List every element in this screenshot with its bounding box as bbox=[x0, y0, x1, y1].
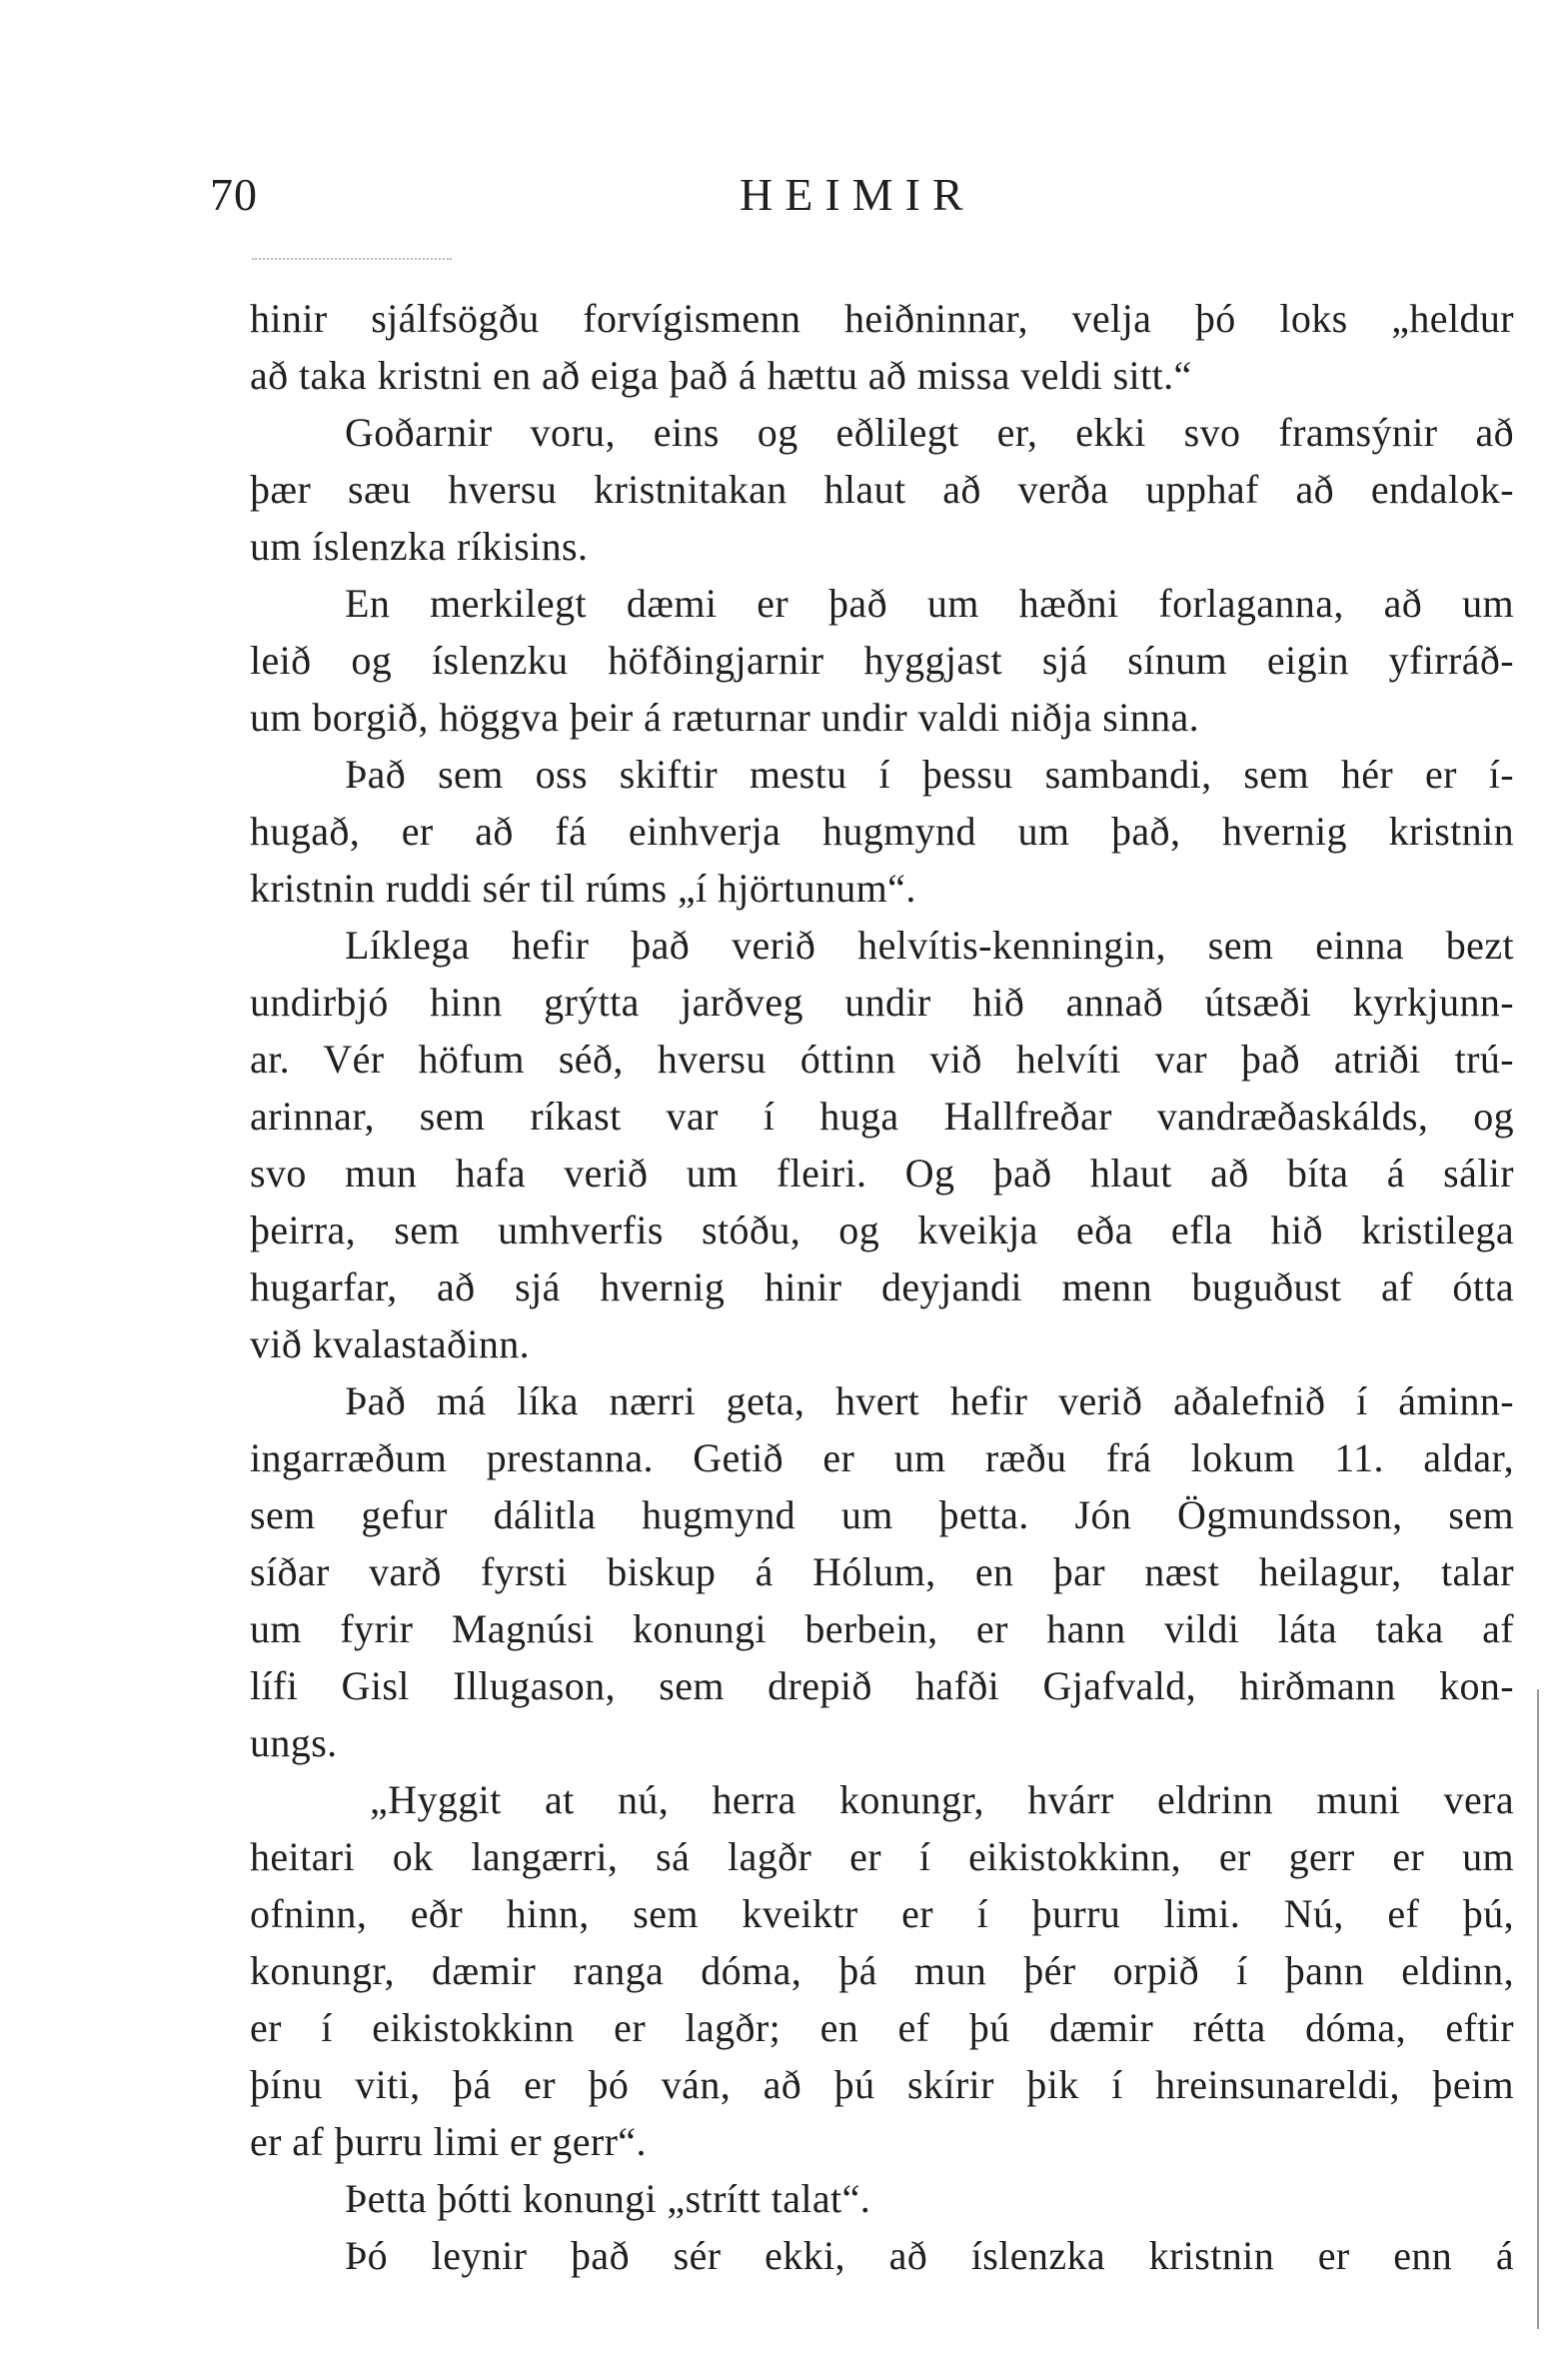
text-line: þínu viti, þá er þó ván, að þú skírir þik í hreinsunareldi, þeim bbox=[250, 2062, 1514, 2107]
text-line: hugað, er að fá einhverja hugmynd um það, hvernig kristnin bbox=[250, 809, 1514, 854]
text-line: um fyrir Magnúsi konungi berbein, er hann vildi láta taka af bbox=[250, 1606, 1514, 1651]
header-rule bbox=[252, 258, 452, 260]
text-line: En merkilegt dæmi er það um hæðni forlaganna, að um bbox=[345, 581, 1514, 626]
text-line: þær sæu hversu kristnitakan hlaut að verða upphaf að endalok- bbox=[250, 467, 1514, 512]
text-line: Líklega hefir það verið helvítis-kenningin, sem einna bezt bbox=[345, 923, 1514, 968]
text-line: heitari ok langærri, sá lagðr er í eikistokkinn, er gerr er um bbox=[250, 1834, 1514, 1879]
text-line: við kvalastaðinn. bbox=[250, 1321, 531, 1366]
paragraph bbox=[250, 746, 1514, 917]
text-line: um íslenzka ríkisins. bbox=[250, 524, 589, 569]
text-line: arinnar, sem ríkast var í huga Hallfreðar vandræðaskálds, og bbox=[250, 1094, 1514, 1139]
paragraph bbox=[250, 404, 1514, 575]
body-text bbox=[250, 290, 1514, 2284]
quotation bbox=[250, 1771, 1514, 2170]
text-line: Þó leynir það sér ekki, að íslenzka kristnin er enn á bbox=[345, 2233, 1514, 2278]
text-line: er af þurru limi er gerr“. bbox=[250, 2119, 647, 2164]
text-line: lífi Gisl Illugason, sem drepið hafði Gjafvald, hirðmann kon- bbox=[250, 1663, 1514, 1708]
paragraph bbox=[250, 2227, 1514, 2284]
running-head: HEIMIR bbox=[740, 169, 975, 220]
text-line: er í eikistokkinn er lagðr; en ef þú dæmir rétta dóma, eftir bbox=[250, 2005, 1514, 2050]
text-line: sem gefur dálitla hugmynd um þetta. Jón Ögmundsson, sem bbox=[250, 1492, 1514, 1537]
text-line: Það sem oss skiftir mestu í þessu sambandi, sem hér er í- bbox=[345, 752, 1514, 797]
text-line: Það má líka nærri geta, hvert hefir verið aðalefnið í áminn- bbox=[345, 1378, 1514, 1423]
margin-binding-mark bbox=[1537, 1689, 1539, 2329]
text-line: síðar varð fyrsti biskup á Hólum, en þar næst heilagur, talar bbox=[250, 1549, 1514, 1594]
paragraph bbox=[250, 575, 1514, 746]
text-line: „Hyggit at nú, herra konungr, hvárr eldrinn muni vera bbox=[370, 1777, 1514, 1822]
text-line: Goðarnir voru, eins og eðlilegt er, ekki svo framsýnir að bbox=[345, 410, 1514, 455]
text-line: að taka kristni en að eiga það á hættu að missa veldi sitt.“ bbox=[250, 353, 1192, 398]
text-line: konungr, dæmir ranga dóma, þá mun þér orpið í þann eldinn, bbox=[250, 1948, 1514, 1993]
text-line: þeirra, sem umhverfis stóðu, og kveikja eða efla hið kristilega bbox=[250, 1207, 1514, 1252]
text-line: ungs. bbox=[250, 1720, 338, 1765]
text-line: leið og íslenzku höfðingjarnir hyggjast sjá sínum eigin yfirráð- bbox=[250, 638, 1514, 683]
text-line: undirbjó hinn grýtta jarðveg undir hið annað útsæði kyrkjunn- bbox=[250, 980, 1514, 1025]
text-line: kristnin ruddi sér til rúms „í hjörtunum“. bbox=[250, 866, 916, 911]
text-line: hugarfar, að sjá hvernig hinir deyjandi menn buguðust af ótta bbox=[250, 1264, 1514, 1309]
text-line: hinir sjálfsögðu forvígismenn heiðninnar, velja þó loks „heldur bbox=[250, 296, 1514, 341]
paragraph bbox=[250, 2170, 1514, 2227]
text-line: ar. Vér höfum séð, hversu óttinn við helvíti var það atriði trú- bbox=[250, 1037, 1514, 1082]
paragraph bbox=[250, 290, 1514, 404]
text-line: ingarræðum prestanna. Getið er um ræðu frá lokum 11. aldar, bbox=[250, 1435, 1514, 1480]
text-line: Þetta þótti konungi „strítt talat“. bbox=[345, 2176, 871, 2221]
text-line: ofninn, eðr hinn, sem kveiktr er í þurru limi. Nú, ef þú, bbox=[250, 1891, 1514, 1936]
paragraph bbox=[250, 1372, 1514, 1771]
page-number: 70 bbox=[210, 169, 258, 220]
paragraph bbox=[250, 917, 1514, 1372]
text-line: svo mun hafa verið um fleiri. Og það hlaut að bíta á sálir bbox=[250, 1151, 1514, 1195]
text-line: um borgið, höggva þeir á ræturnar undir valdi niðja sinna. bbox=[250, 695, 1200, 740]
